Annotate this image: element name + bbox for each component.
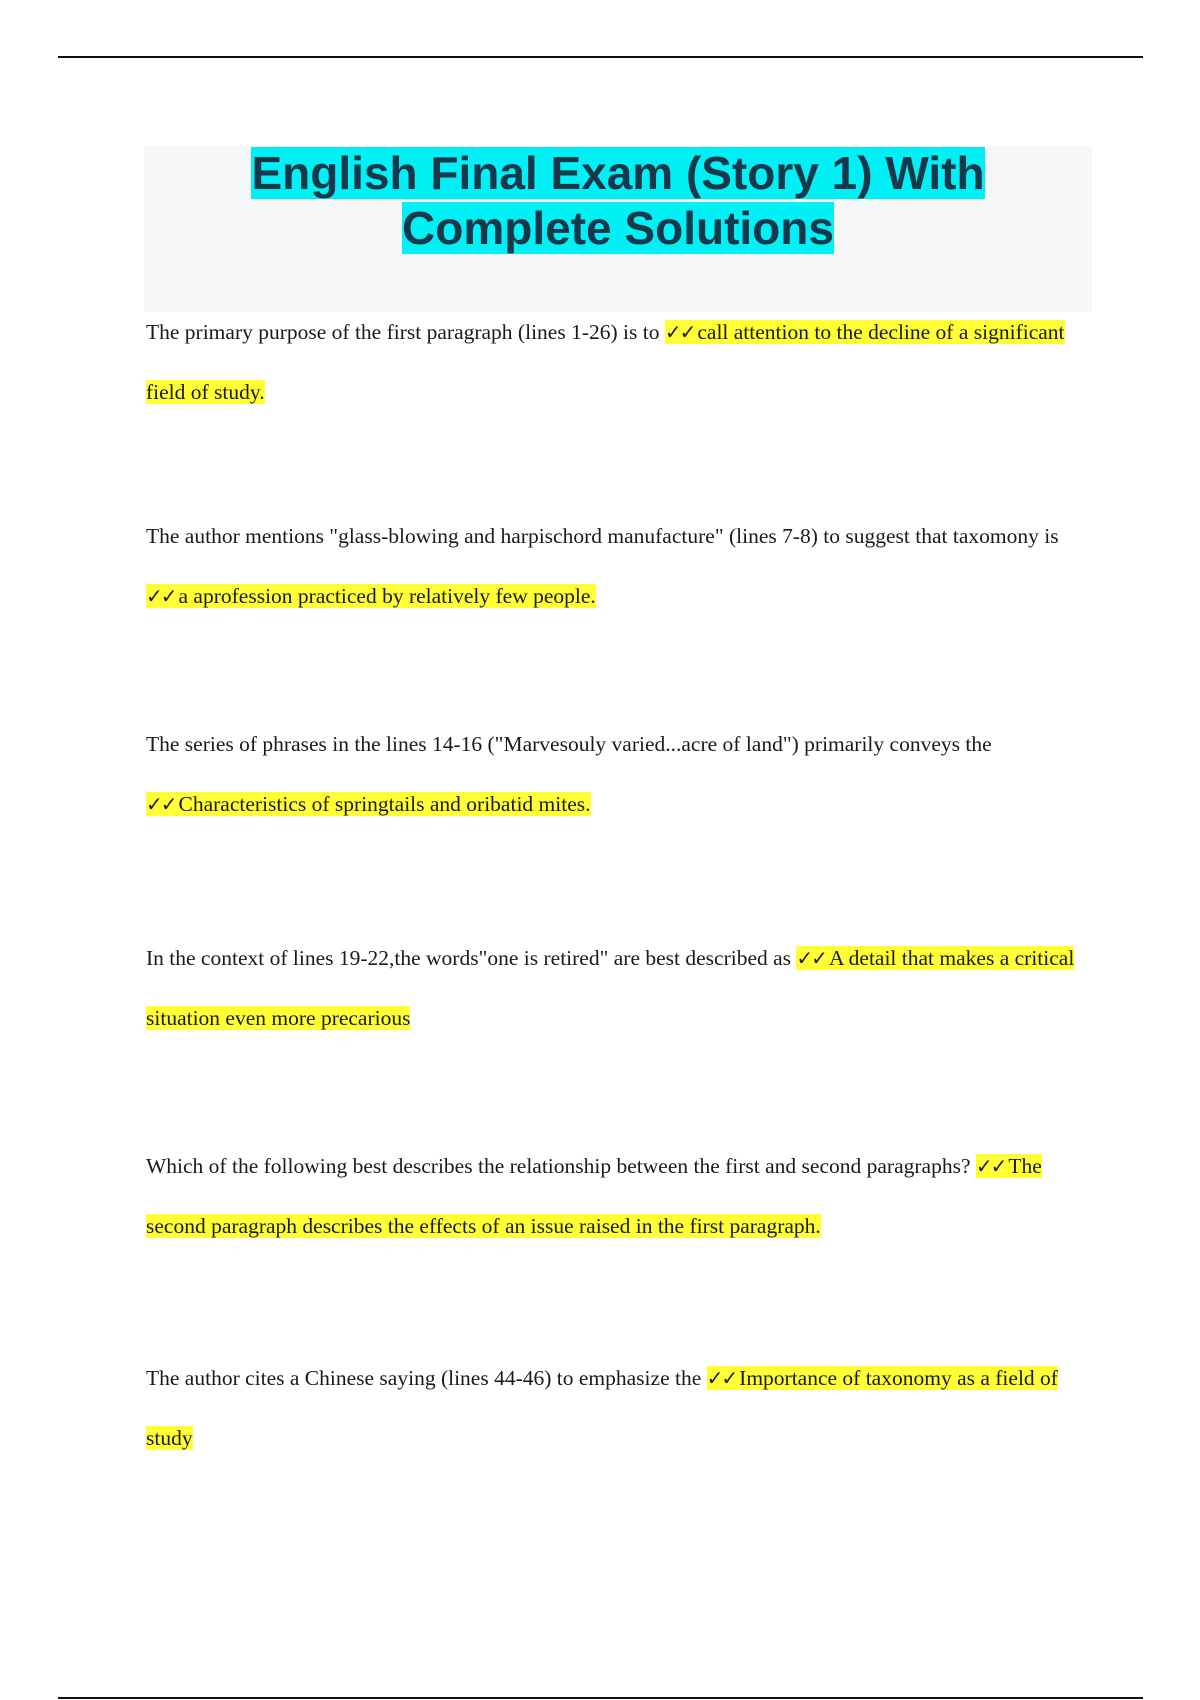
- title-line-1: English Final Exam (Story 1) With: [251, 147, 985, 199]
- answer-text: Importance of taxonomy as a field of study: [146, 1366, 1058, 1450]
- page-title: [144, 146, 1092, 256]
- title-line-2: Complete Solutions: [402, 202, 834, 254]
- answer-text: The second paragraph describes the effects of an issue raised in the first paragraph.: [146, 1154, 1042, 1238]
- answer-highlight: [146, 792, 591, 816]
- qa-item-4: [146, 928, 1096, 1048]
- double-check-icon: ✓✓: [706, 1366, 737, 1390]
- question-text: In the context of lines 19-22,the words"one is retired" are best described as: [146, 946, 797, 970]
- question-text: The author cites a Chinese saying (lines 44-46) to emphasize the: [146, 1366, 707, 1390]
- question-text: The author mentions "glass-blowing and harpischord manufacture" (lines 7-8) to suggest that taxomony is: [146, 524, 1059, 548]
- qa-item-3: [146, 714, 1096, 834]
- answer-text: A detail that makes a critical situation even more precarious: [146, 946, 1075, 1030]
- answer-text: call attention to the decline of a significant field of study.: [146, 320, 1065, 404]
- top-rule: [58, 56, 1143, 58]
- answer-highlight: [146, 584, 596, 608]
- question-text: Which of the following best describes the relationship between the first and second paragraphs?: [146, 1154, 976, 1178]
- double-check-icon: ✓✓: [146, 584, 176, 608]
- double-check-icon: ✓✓: [796, 946, 826, 970]
- question-text: The series of phrases in the lines 14-16 ("Marvesouly varied...acre of land") primarily conveys the: [146, 732, 992, 756]
- bottom-rule: [58, 1697, 1143, 1699]
- qa-item-5: [146, 1136, 1096, 1256]
- qa-list: [146, 302, 1096, 1468]
- answer-text: a aprofession practiced by relatively few people.: [178, 584, 596, 608]
- double-check-icon: ✓✓: [146, 792, 176, 816]
- question-text: The primary purpose of the first paragraph (lines 1-26) is to: [146, 320, 665, 344]
- double-check-icon: ✓✓: [975, 1154, 1006, 1178]
- qa-item-1: [146, 302, 1096, 422]
- title-box: [144, 146, 1092, 312]
- answer-text: Characteristics of springtails and oribatid mites.: [178, 792, 591, 816]
- qa-item-2: [146, 506, 1096, 626]
- double-check-icon: ✓✓: [664, 320, 695, 344]
- qa-item-6: [146, 1348, 1096, 1468]
